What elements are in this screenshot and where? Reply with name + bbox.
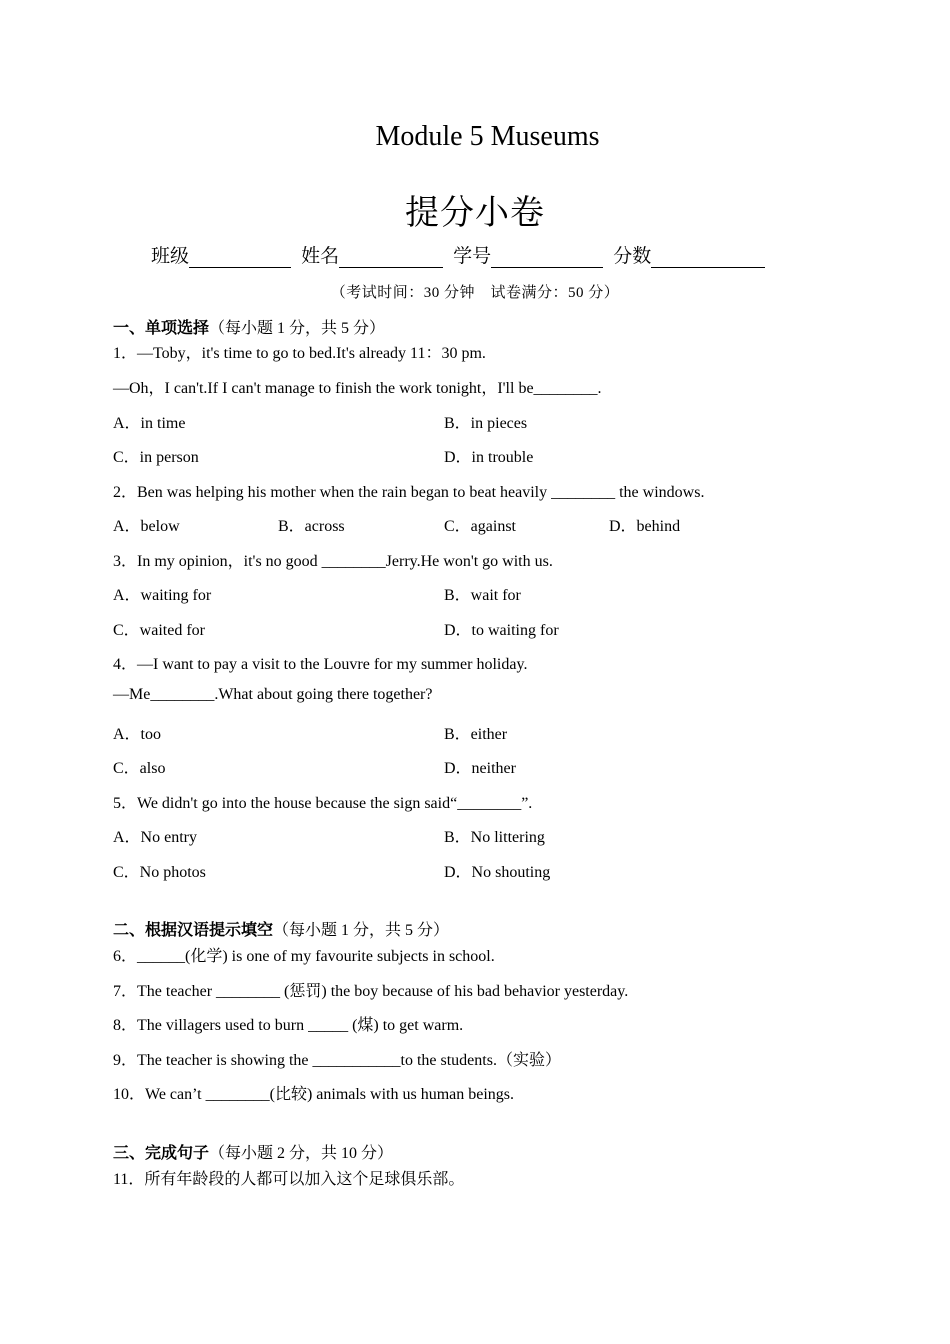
name-blank	[339, 247, 443, 268]
question-1: 1．—Toby，it's time to go to bed.It's already 11：30 pm.	[113, 345, 486, 362]
section-3-header	[113, 1140, 393, 1163]
q3-option-a: A．waiting for	[113, 587, 212, 604]
section-2-title: 二、根据汉语提示填空	[113, 920, 274, 939]
question-9: 9．The teacher is showing the ___________to the students.（实验）	[113, 1052, 561, 1069]
question-3: 3．In my opinion，it's no good ________Jerry.He won't go with us.	[113, 553, 553, 570]
q5-option-d: D．No shouting	[444, 864, 551, 881]
q3-option-d: D．to waiting for	[444, 622, 559, 639]
question-4-reply: —Me________.What about going there together?	[113, 686, 433, 703]
section-3-title: 三、完成句子	[113, 1143, 210, 1162]
section-3-note: （每小题 2 分，共 10 分）	[209, 1145, 394, 1162]
student-id-label: 学号	[453, 245, 492, 267]
document-title: Module 5 Museums	[375, 121, 600, 152]
q5-option-c: C．No photos	[113, 864, 206, 881]
document-subtitle: 提分小卷	[405, 193, 545, 233]
score-blank	[651, 247, 765, 268]
q4-option-d: D．neither	[444, 760, 516, 777]
class-blank	[189, 247, 291, 268]
q4-option-b: B．either	[444, 726, 508, 743]
section-1-note: （每小题 1 分，共 5 分）	[209, 320, 386, 337]
section-2-header	[113, 917, 449, 940]
exam-info: （考试时间：30 分钟 试卷满分：50 分）	[330, 285, 620, 301]
section-2-note: （每小题 1 分，共 5 分）	[273, 922, 450, 939]
name-label: 姓名	[301, 245, 340, 267]
question-8: 8．The villagers used to burn _____ (煤) to get warm.	[113, 1017, 464, 1034]
question-5: 5．We didn't go into the house because the sign said“________”.	[113, 795, 533, 812]
q4-option-c: C．also	[113, 760, 166, 777]
score-label: 分数	[613, 245, 652, 267]
q1-option-d: D．in trouble	[444, 449, 534, 466]
q4-option-a: A．too	[113, 726, 162, 743]
q2-option-d: D．behind	[609, 518, 681, 535]
q3-option-b: B．wait for	[444, 587, 521, 604]
q1-option-b: B．in pieces	[444, 415, 528, 432]
question-4: 4．—I want to pay a visit to the Louvre for my summer holiday.	[113, 656, 528, 673]
student-info-row	[151, 241, 769, 268]
class-label: 班级	[151, 245, 190, 267]
section-1-header	[113, 315, 385, 338]
q5-option-a: A．No entry	[113, 829, 197, 846]
section-1-title: 一、单项选择	[113, 318, 210, 337]
q2-option-a: A．below	[113, 518, 180, 535]
q2-option-c: C．against	[444, 518, 516, 535]
q1-option-a: A．in time	[113, 415, 186, 432]
q3-option-c: C．waited for	[113, 622, 205, 639]
q1-option-c: C．in person	[113, 449, 199, 466]
question-11: 11．所有年龄段的人都可以加入这个足球俱乐部。	[113, 1171, 465, 1188]
question-2: 2．Ben was helping his mother when the rain began to beat heavily ________ the windows.	[113, 484, 705, 501]
q5-option-b: B．No littering	[444, 829, 545, 846]
student-id-blank	[491, 247, 603, 268]
q2-option-b: B．across	[278, 518, 345, 535]
question-7: 7．The teacher ________ (惩罚) the boy because of his bad behavior yesterday.	[113, 983, 629, 1000]
question-1-reply: —Oh，I can't.If I can't manage to finish the work tonight，I'll be________.	[113, 380, 602, 397]
question-6: 6．______(化学) is one of my favourite subjects in school.	[113, 948, 495, 965]
question-10: 10．We can’t ________(比较) animals with us human beings.	[113, 1086, 515, 1103]
